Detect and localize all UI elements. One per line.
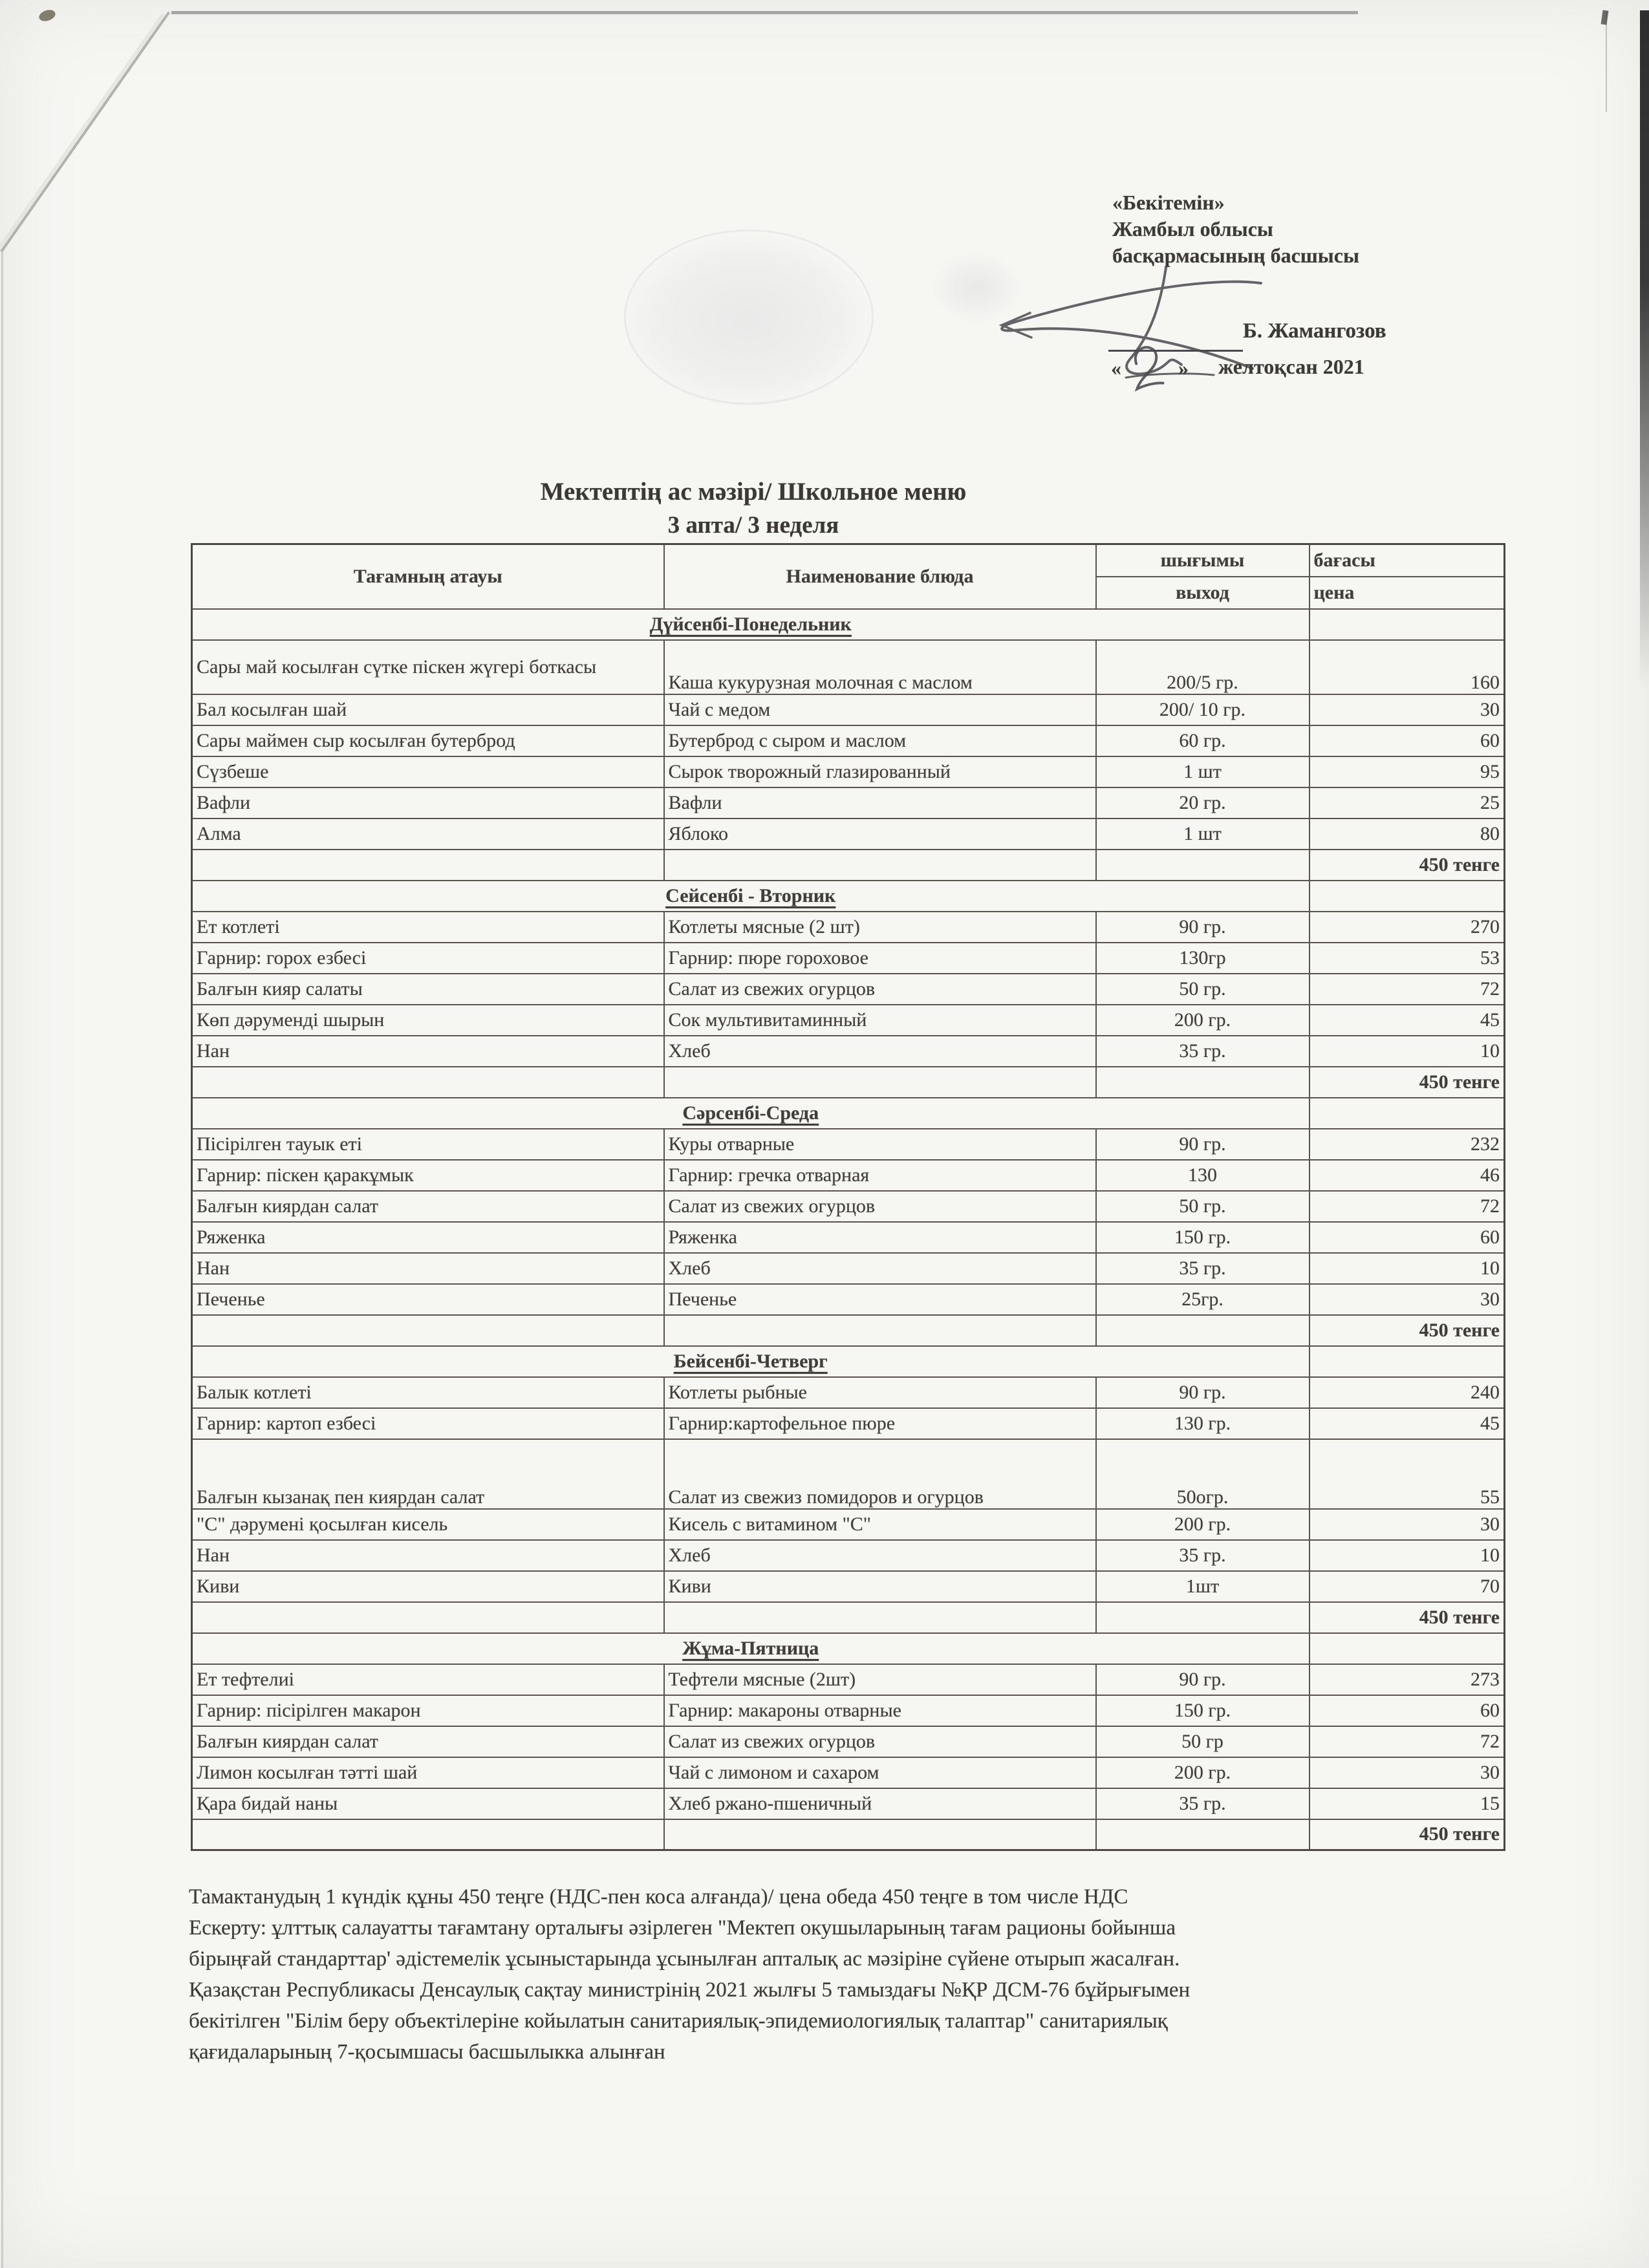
menu-row [192,1695,1505,1726]
price-value: 53 [1310,943,1505,974]
price-value: 160 [1310,640,1505,694]
scan-right-edge-shadow [1640,10,1649,689]
scan-right-tick [1601,10,1609,25]
dish-name-kk: Гарнир: картоп езбесі [192,1408,664,1439]
menu-row [192,1284,1505,1315]
dish-name-kk: Гарнир: піскен қаракұмык [192,1160,664,1191]
price-value: 80 [1310,818,1505,850]
price-value: 72 [1310,1191,1505,1222]
dish-name-ru: Хлеб [664,1036,1096,1067]
empty-cell [1096,1602,1310,1633]
portion-value: 60 гр. [1096,725,1310,756]
portion-value: 35 гр. [1096,1540,1310,1571]
menu-row [192,1509,1505,1540]
menu-row [192,974,1505,1005]
portion-value: 200/ 10 гр. [1096,694,1310,725]
empty-cell [1310,881,1505,912]
price-value: 46 [1310,1160,1505,1191]
empty-cell [192,1315,664,1346]
scan-speck [38,8,57,23]
dish-name-kk: "С" дәрумені қосылған кисель [192,1509,664,1540]
price-value: 60 [1310,725,1505,756]
portion-value: 50огр. [1096,1439,1310,1509]
dish-name-kk: Нан [192,1540,664,1571]
dish-name-ru: Сырок творожный глазированный [664,756,1096,787]
menu-row [192,787,1505,818]
page-title: Мектептің ас мәзірі/ Школьное меню [540,478,967,506]
portion-value: 1 шт [1096,818,1310,850]
dish-name-ru: Печенье [664,1284,1096,1315]
dish-name-ru: Салат из свежих огурцов [664,1726,1096,1757]
menu-table [191,543,1505,1851]
portion-value: 50 гр [1096,1726,1310,1757]
handwritten-day-number [1124,339,1170,398]
price-value: 95 [1310,756,1505,787]
footer-line-2: Ескерту: ұлттық салауатты тағамтану орталығы әзірлеген "Мектеп окушыларының тағам рационы бойынша [189,1916,1176,1940]
empty-cell [1310,1346,1505,1377]
dish-name-ru: Котлеты мясные (2 шт) [664,912,1096,943]
price-value: 10 [1310,1253,1505,1284]
dish-name-ru: Тефтели мясные (2шт) [664,1664,1096,1695]
menu-row [192,1664,1505,1695]
portion-value: 50 гр. [1096,974,1310,1005]
col-header-price-kk: бағасы [1310,544,1505,577]
empty-cell [192,1602,664,1633]
footer-line-4: Қазақстан Республикасы Денсаулық сақтау министрінің 2021 жылғы 5 тамыздағы №ҚР ДСМ-76 бұйрығымен [189,1978,1191,2002]
col-header-name-ru: Наименование блюда [664,544,1096,609]
page-corner-fold-line [0,12,170,253]
portion-value: 20 гр. [1096,787,1310,818]
dish-name-kk: Пісірілген тауык еті [192,1129,664,1160]
col-header-output-kk: шығымы [1096,544,1310,577]
price-value: 70 [1310,1571,1505,1602]
dish-name-kk: Ет тефтелиі [192,1664,664,1695]
price-value: 55 [1310,1439,1505,1509]
portion-value: 1шт [1096,1571,1310,1602]
portion-value: 130гр [1096,943,1310,974]
menu-row [192,1757,1505,1788]
menu-row [192,912,1505,943]
page-subtitle: 3 апта/ 3 неделя [667,512,839,539]
portion-value: 90 гр. [1096,1129,1310,1160]
menu-row [192,1540,1505,1571]
footer-line-6: қағидаларының 7-қосымшасы басшылыкка алынған [189,2040,665,2064]
portion-value: 130 гр. [1096,1408,1310,1439]
dish-name-kk: Балғын кызанақ пен киярдан салат [192,1439,664,1509]
dish-name-kk: Сары маймен сыр косылған бутерброд [192,725,664,756]
footer-line-1: Тамактанудың 1 күндік құны 450 теңге (НДС-пен коса алғанда)/ цена обеда 450 теңге в том числе НДС [189,1885,1128,1909]
menu-row [192,1408,1505,1439]
day-header-friday: Жұма-Пятница [192,1633,1310,1664]
dish-name-kk: Лимон косылған тәтті шай [192,1757,664,1788]
menu-row [192,1726,1505,1757]
empty-cell [1096,1067,1310,1098]
price-value: 270 [1310,912,1505,943]
day-total-row [192,1067,1505,1098]
price-value: 45 [1310,1005,1505,1036]
price-value: 25 [1310,787,1505,818]
faint-stamp-ring [624,230,874,405]
menu-row [192,1005,1505,1036]
dish-name-ru: Ряженка [664,1222,1096,1253]
menu-row [192,1377,1505,1408]
dish-name-ru: Гарнир:картофельное пюре [664,1408,1096,1439]
portion-value: 35 гр. [1096,1788,1310,1819]
price-value: 45 [1310,1408,1505,1439]
menu-row [192,640,1505,694]
price-value: 60 [1310,1695,1505,1726]
day-header-row [192,609,1505,640]
col-header-price-ru: цена [1310,577,1505,609]
dish-name-ru: Хлеб ржано-пшеничный [664,1788,1096,1819]
price-value: 72 [1310,974,1505,1005]
dish-name-ru: Гарнир: гречка отварная [664,1160,1096,1191]
dish-name-ru: Хлеб [664,1253,1096,1284]
dish-name-kk: Киви [192,1571,664,1602]
signer-name: Б. Жамангозов [1243,319,1386,343]
menu-row [192,818,1505,850]
price-value: 232 [1310,1129,1505,1160]
menu-row [192,1253,1505,1284]
dish-name-ru: Сок мультивитаминный [664,1005,1096,1036]
dish-name-ru: Вафли [664,787,1096,818]
dish-name-kk: Нан [192,1253,664,1284]
approval-line-3: басқармасының басшысы [1112,244,1359,267]
day-header-row [192,881,1505,912]
dish-name-kk: Сүзбеше [192,756,664,787]
portion-value: 90 гр. [1096,912,1310,943]
menu-row [192,1439,1505,1509]
day-header-row [192,1346,1505,1377]
menu-row [192,694,1505,725]
menu-row [192,756,1505,787]
portion-value: 35 гр. [1096,1253,1310,1284]
day-header-thursday: Бейсенбі-Четверг [192,1346,1310,1377]
dish-name-kk: Сары май косылған сүтке піскен жүгері боткасы [192,640,664,694]
dish-name-kk: Гарнир: горох езбесі [192,943,664,974]
date-open-quote: « [1111,356,1121,380]
dish-name-kk: Вафли [192,787,664,818]
price-value: 10 [1310,1540,1505,1571]
menu-row [192,725,1505,756]
menu-row [192,1036,1505,1067]
dish-name-ru: Хлеб [664,1540,1096,1571]
empty-cell [1096,1315,1310,1346]
approval-line-1: «Бекітемін» [1112,191,1225,214]
price-value: 10 [1310,1036,1505,1067]
dish-name-ru: Кисель с витамином "С" [664,1509,1096,1540]
empty-cell [664,850,1096,881]
day-header-tuesday: Сейсенбі - Вторник [192,881,1310,912]
scan-left-edge-line [1,251,3,2268]
empty-cell [1310,609,1505,640]
dish-name-ru: Гарнир: пюре гороховое [664,943,1096,974]
day-total-row [192,1819,1505,1850]
dish-name-kk: Балғын киярдан салат [192,1726,664,1757]
dish-name-kk: Гарнир: пісірілген макарон [192,1695,664,1726]
price-value: 72 [1310,1726,1505,1757]
portion-value: 90 гр. [1096,1377,1310,1408]
footer-note [189,1881,1553,2068]
day-total: 450 тенге [1310,1067,1505,1098]
portion-value: 130 [1096,1160,1310,1191]
dish-name-kk: Көп дәруменді шырын [192,1005,664,1036]
menu-row [192,1191,1505,1222]
menu-row [192,1222,1505,1253]
dish-name-ru: Чай с медом [664,694,1096,725]
dish-name-kk: Ет котлеті [192,912,664,943]
footer-line-5: бекітілген "Білім беру объектілеріне койылатын санитариялық-эпидемиологиялық талаптар" санитариялық [189,2009,1168,2033]
dish-name-kk: Балғын кияр салаты [192,974,664,1005]
portion-value: 150 гр. [1096,1222,1310,1253]
portion-value: 150 гр. [1096,1695,1310,1726]
col-header-name-kk: Тағамның атауы [192,544,664,609]
day-header-monday: Дүйсенбі-Понедельник [192,609,1310,640]
day-total: 450 тенге [1310,850,1505,881]
day-header-row [192,1633,1505,1664]
day-header-wednesday: Сәрсенбі-Среда [192,1098,1310,1129]
day-total-row [192,1602,1505,1633]
empty-cell [192,1067,664,1098]
empty-cell [1096,1819,1310,1850]
handwritten-signature [973,257,1271,403]
dish-name-kk: Қара бидай наны [192,1788,664,1819]
price-value: 30 [1310,1509,1505,1540]
dish-name-kk: Алма [192,818,664,850]
empty-cell [664,1602,1096,1633]
empty-cell [1310,1098,1505,1129]
dish-name-ru: Куры отварные [664,1129,1096,1160]
day-header-row [192,1098,1505,1129]
dish-name-kk: Балык котлеті [192,1377,664,1408]
dish-name-kk: Печенье [192,1284,664,1315]
date-month-year: желтоқсан 2021 [1218,355,1364,378]
dish-name-ru: Котлеты рыбные [664,1377,1096,1408]
empty-cell [664,1819,1096,1850]
dish-name-ru: Гарнир: макароны отварные [664,1695,1096,1726]
menu-row [192,1788,1505,1819]
dish-name-ru: Бутерброд с сыром и маслом [664,725,1096,756]
portion-value: 1 шт [1096,756,1310,787]
price-value: 240 [1310,1377,1505,1408]
dish-name-ru: Яблоко [664,818,1096,850]
portion-value: 25гр. [1096,1284,1310,1315]
day-total-row [192,1315,1505,1346]
portion-value: 200 гр. [1096,1757,1310,1788]
empty-cell [1096,850,1310,881]
empty-cell [664,1067,1096,1098]
table-header-row-1 [192,544,1505,577]
price-value: 30 [1310,1284,1505,1315]
portion-value: 35 гр. [1096,1036,1310,1067]
dish-name-kk: Нан [192,1036,664,1067]
scan-top-edge-line [171,11,1358,14]
menu-row [192,1571,1505,1602]
portion-value: 50 гр. [1096,1191,1310,1222]
portion-value: 200 гр. [1096,1509,1310,1540]
price-value: 60 [1310,1222,1505,1253]
approval-line-2: Жамбыл облысы [1112,217,1273,241]
empty-cell [192,1819,664,1850]
menu-row [192,1129,1505,1160]
price-value: 30 [1310,694,1505,725]
dish-name-kk: Бал косылған шай [192,694,664,725]
menu-row [192,943,1505,974]
dish-name-kk: Балғын киярдан салат [192,1191,664,1222]
price-value: 30 [1310,1757,1505,1788]
document-title-block [191,477,1316,539]
day-total-row [192,850,1505,881]
date-close-quote: » [1178,356,1189,380]
day-total: 450 тенге [1310,1819,1505,1850]
menu-row [192,1160,1505,1191]
price-value: 273 [1310,1664,1505,1695]
empty-cell [192,850,664,881]
day-total: 450 тенге [1310,1602,1505,1633]
portion-value: 90 гр. [1096,1664,1310,1695]
dish-name-kk: Ряженка [192,1222,664,1253]
dish-name-ru: Чай с лимоном и сахаром [664,1757,1096,1788]
portion-value: 200 гр. [1096,1005,1310,1036]
dish-name-ru: Каша кукурузная молочная с маслом [664,640,1096,694]
empty-cell [1310,1633,1505,1664]
dish-name-ru: Салат из свежих огурцов [664,974,1096,1005]
dish-name-ru: Салат из свежих огурцов [664,1191,1096,1222]
footer-line-3: бірыңғай стандарттар' әдістемелік ұсыныстарында ұсынылған апталық ас мәзіріне сүйене отырып жасалған. [189,1947,1180,1971]
scan-right-thin-line [1606,12,1607,112]
dish-name-ru: Салат из свежиз помидоров и огурцов [664,1439,1096,1509]
col-header-output-ru: выход [1096,577,1310,609]
empty-cell [664,1315,1096,1346]
price-value: 15 [1310,1788,1505,1819]
dish-name-ru: Киви [664,1571,1096,1602]
portion-value: 200/5 гр. [1096,640,1310,694]
day-total: 450 тенге [1310,1315,1505,1346]
